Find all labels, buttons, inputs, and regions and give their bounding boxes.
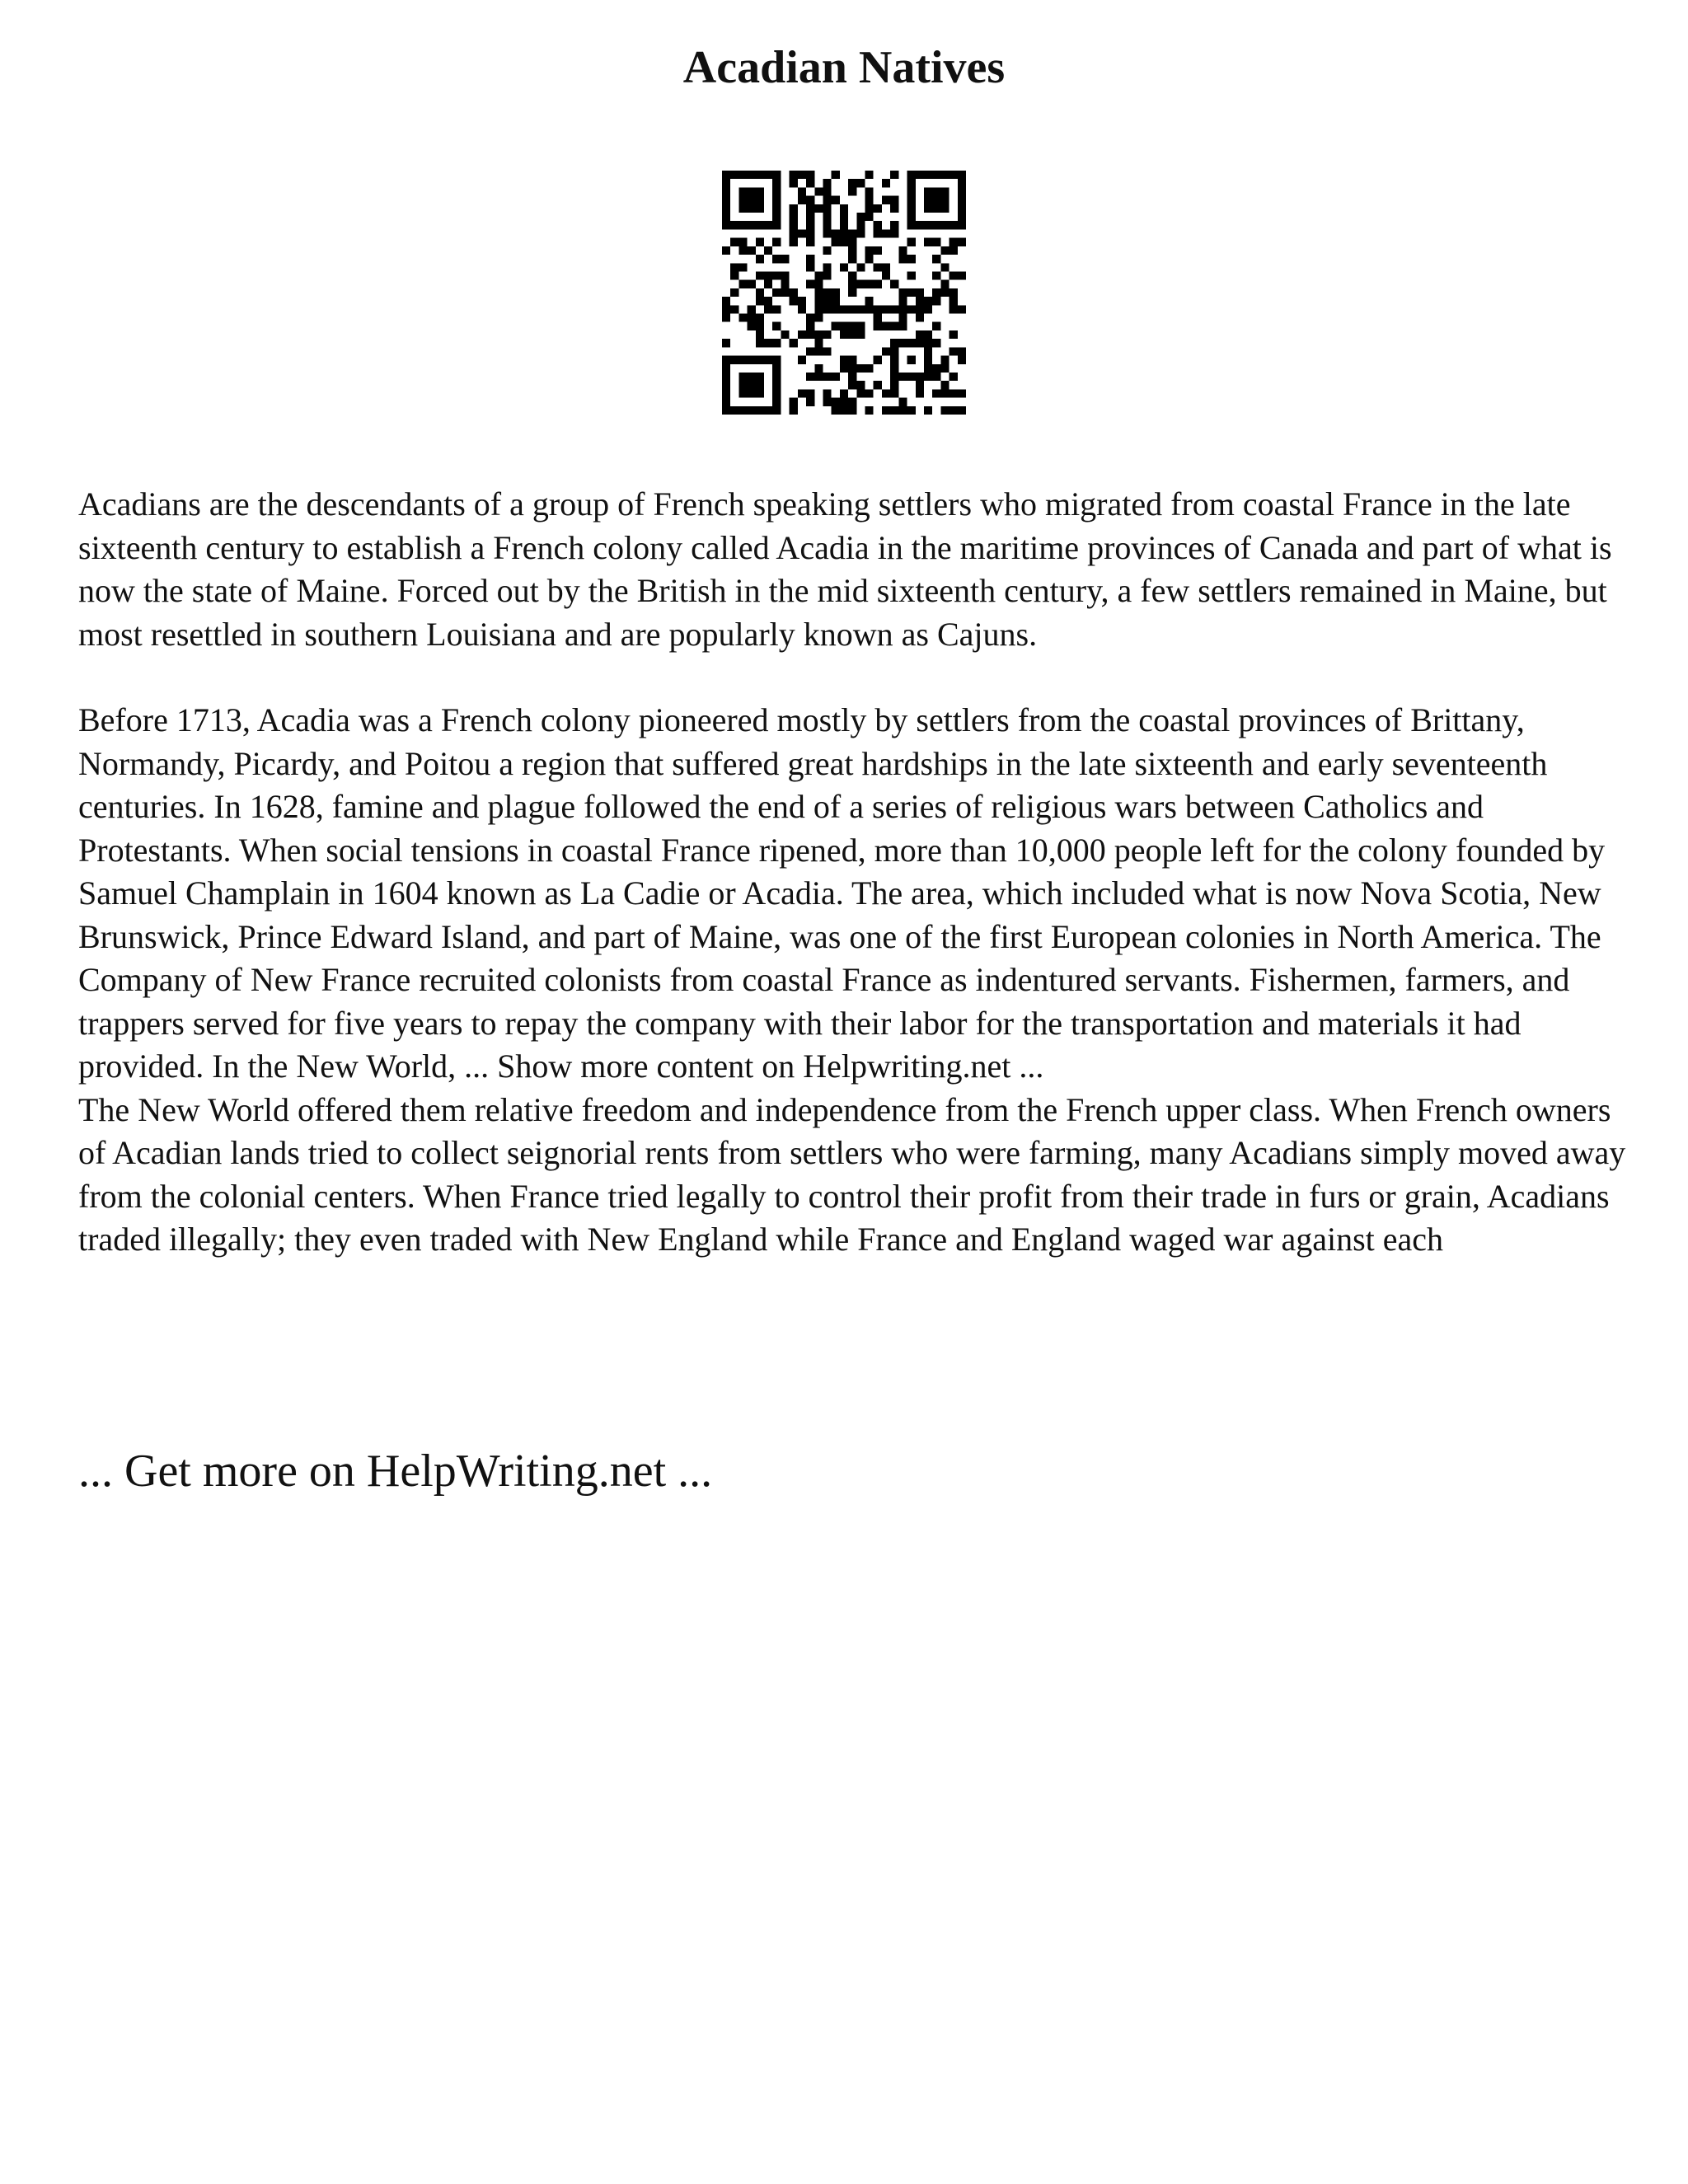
qr-code-icon — [722, 171, 966, 415]
paragraph-new-world: The New World offered them relative freedom and independence from the French upper class. When French owners of Acadian lands tried to collect seignorial rents from settlers who were farming, many Acadians simply moved away from the colonial centers. When France tried legally to control their profit from their trade in furs or grain, Acadians traded illegally; they even traded with New England while France and England waged war against each — [78, 1090, 1626, 1258]
paragraph-history: Before 1713, Acadia was a French colony pioneered mostly by settlers from the coastal provinces of Brittany, Normandy, Picardy, and Poitou a region that suffered great hardships in the late sixteenth and early seventeenth centuries. In 1628, famine and plague followed the end of a series of religious wars between Catholics and Protestants. When social tensions in coastal France ripened, more than 10,000 people left for the colony founded by Samuel Champlain in 1604 known as La Cadie or Acadia. The area, which included what is now Nova Scotia, New Brunswick, Prince Edward Island, and part of Maine, was one of the first European colonies in North America. The Company of New France recruited colonists from coastal France as indentured servants. Fishermen, farmers, and trappers served for five years to repay the company with their labor for the transportation and materials it had provided. In the New World, ... Show more content on Helpwriting.net ... — [78, 701, 1606, 1085]
page-title: Acadian Natives — [682, 42, 1006, 93]
article-body — [78, 483, 1628, 1262]
paragraph-intro: Acadians are the descendants of a group of French speaking settlers who migrated from coastal France in the late sixteenth century to establish a French colony called Acadia in the maritime provinces of Canada and part of what is now the state of Maine. Forced out by the British in the mid sixteenth century, a few settlers remained in Maine, but most resettled in southern Louisiana and are popularly known as Cajuns. — [78, 485, 1612, 653]
get-more-link[interactable]: ... Get more on HelpWriting.net ... — [78, 1446, 713, 1497]
